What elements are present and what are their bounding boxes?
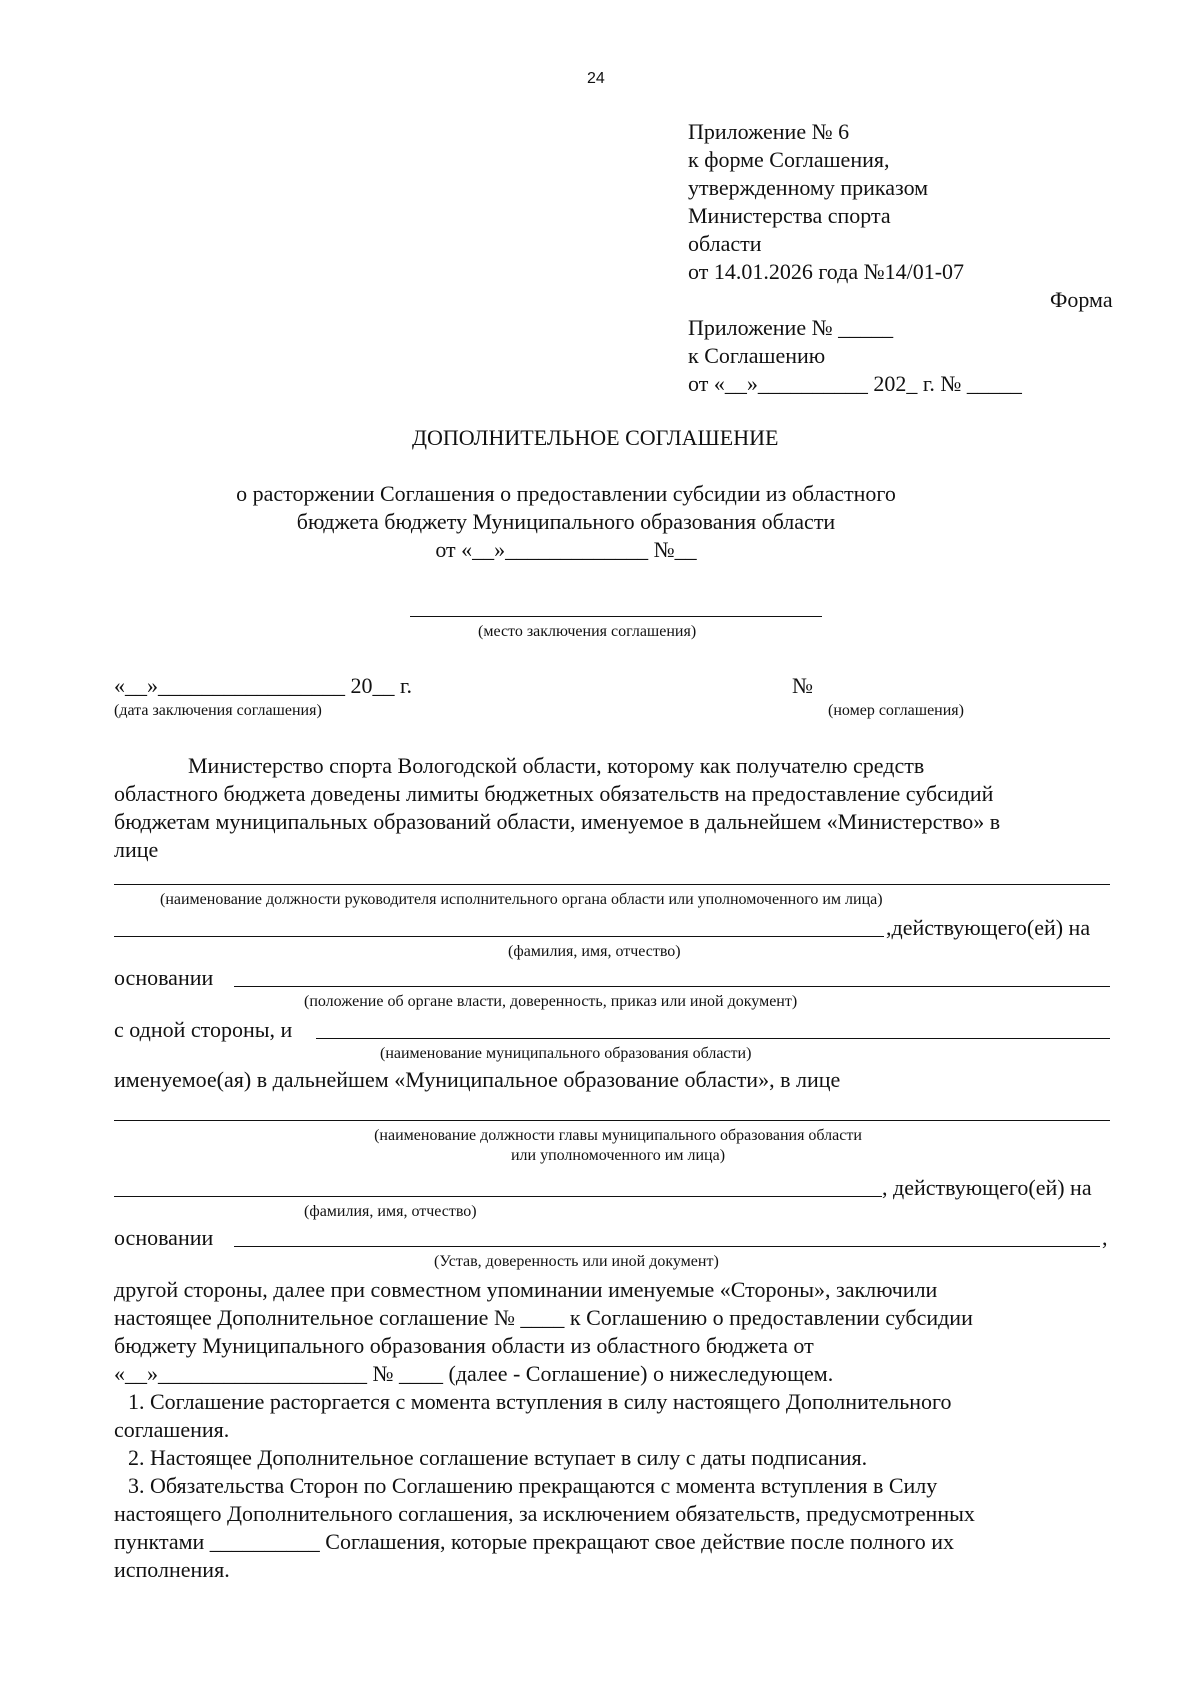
intro-line: областного бюджета доведены лимиты бюджетных обязательств на предоставление субсидий (114, 781, 994, 806)
appendix-line: области (688, 231, 762, 256)
basis2-line (234, 1246, 1100, 1247)
mun-name-line (316, 1038, 1110, 1039)
agreement-header-line: к Соглашению (688, 343, 826, 368)
intro-line: Министерство спорта Вологодской области, которому как получателю средств (188, 753, 925, 778)
page-number: 24 (587, 70, 605, 87)
clause-1-line: 1. Соглашение расторгается с момента вступления в силу настоящего Дополнительного (128, 1389, 952, 1414)
number-caption: (номер соглашения) (828, 702, 964, 719)
appendix-line: утвержденному приказом (688, 175, 929, 200)
named-as-text: именуемое(ая) в дальнейшем «Муниципальное образование области», в лице (114, 1067, 841, 1092)
date-line: «__»_________________ 20__ г. (114, 673, 413, 698)
clause-3-line: исполнения. (114, 1557, 230, 1582)
mun-name-caption: (наименование муниципального образования области) (380, 1045, 752, 1062)
place-caption: (место заключения соглашения) (478, 623, 697, 640)
subtitle-line: о расторжении Соглашения о предоставлении субсидии из областного (236, 481, 896, 506)
mun-head-caption-line: или уполномоченного им лица) (510, 1147, 726, 1164)
fio1-caption: (фамилия, имя, отчество) (508, 943, 681, 960)
document-title: ДОПОЛНИТЕЛЬНОЕ СОГЛАШЕНИЕ (412, 425, 779, 450)
basis1-caption: (положение об органе власти, доверенность, приказ или иной документ) (304, 993, 798, 1010)
body-line: бюджету Муниципального образования области из областного бюджета от (114, 1333, 814, 1358)
clause-3-line: 3. Обязательства Сторон по Соглашению прекращаются с момента вступления в Силу (128, 1473, 938, 1498)
fio2-caption: (фамилия, имя, отчество) (304, 1203, 477, 1220)
intro-paragraph (114, 752, 1114, 864)
clause-1-line: соглашения. (114, 1417, 230, 1442)
basis2-caption: (Устав, доверенность или иной документ) (434, 1253, 719, 1270)
one-side-label: с одной стороны, и (114, 1017, 293, 1042)
fio1-line (114, 936, 884, 937)
appendix-line: от 14.01.2026 года №14/01-07 (688, 259, 965, 284)
place-line (410, 616, 822, 617)
basis1-line (234, 986, 1110, 987)
acting2-text: , действующего(ей) на (882, 1175, 1092, 1200)
appendix-line: Приложение № 6 (688, 119, 850, 144)
intro-line: бюджетам муниципальных образований области, именуемое в дальнейшем «Министерство» в (114, 809, 1001, 834)
basis2-label: основании (114, 1225, 214, 1250)
subtitle (0, 480, 1200, 564)
mun-head-caption (0, 1126, 1200, 1166)
agreement-header (688, 314, 1022, 398)
body-line: другой стороны, далее при совместном упоминании именуемые «Стороны», заключили (114, 1277, 938, 1302)
agreement-header-line: Приложение № _____ (688, 315, 894, 340)
head-position-caption: (наименование должности руководителя исполнительного органа области или уполномоченного им лица) (160, 891, 883, 908)
appendix-line: Министерства спорта (688, 203, 891, 228)
subtitle-line: бюджета бюджету Муниципального образования области (296, 509, 836, 534)
body-line: «__»___________________ № ____ (далее - Соглашение) о нижеследующем. (114, 1361, 834, 1386)
agreement-header-line: от «__»__________ 202_ г. № _____ (688, 371, 1022, 396)
clause-2: 2. Настоящее Дополнительное соглашение вступает в силу с даты подписания. (128, 1445, 868, 1470)
basis2-comma: , (1102, 1225, 1108, 1250)
clause-3-line: пунктами __________ Соглашения, которые прекращают свое действие после полного их (114, 1529, 954, 1554)
date-caption: (дата заключения соглашения) (114, 702, 322, 719)
intro-line: лице (114, 837, 159, 862)
body-line: настоящее Дополнительное соглашение № ____ к Соглашению о предоставлении субсидии (114, 1305, 973, 1330)
appendix-header (688, 118, 964, 286)
head-position-line (114, 884, 1110, 885)
mun-head-caption-line: (наименование должности главы муниципального образования области (374, 1127, 862, 1144)
fio2-line (114, 1196, 882, 1197)
forma-label: Форма (1050, 287, 1113, 312)
acting1-text: ,действующего(ей) на (886, 915, 1091, 940)
number-sign: № (792, 673, 813, 698)
appendix-line: к форме Соглашения, (688, 147, 890, 172)
subtitle-line: от «__»_____________ №__ (435, 537, 697, 562)
basis1-label: основании (114, 965, 214, 990)
body-text (114, 1276, 1114, 1584)
mun-head-line (114, 1120, 1110, 1121)
clause-3-line: настоящего Дополнительного соглашения, за исключением обязательств, предусмотренных (114, 1501, 975, 1526)
